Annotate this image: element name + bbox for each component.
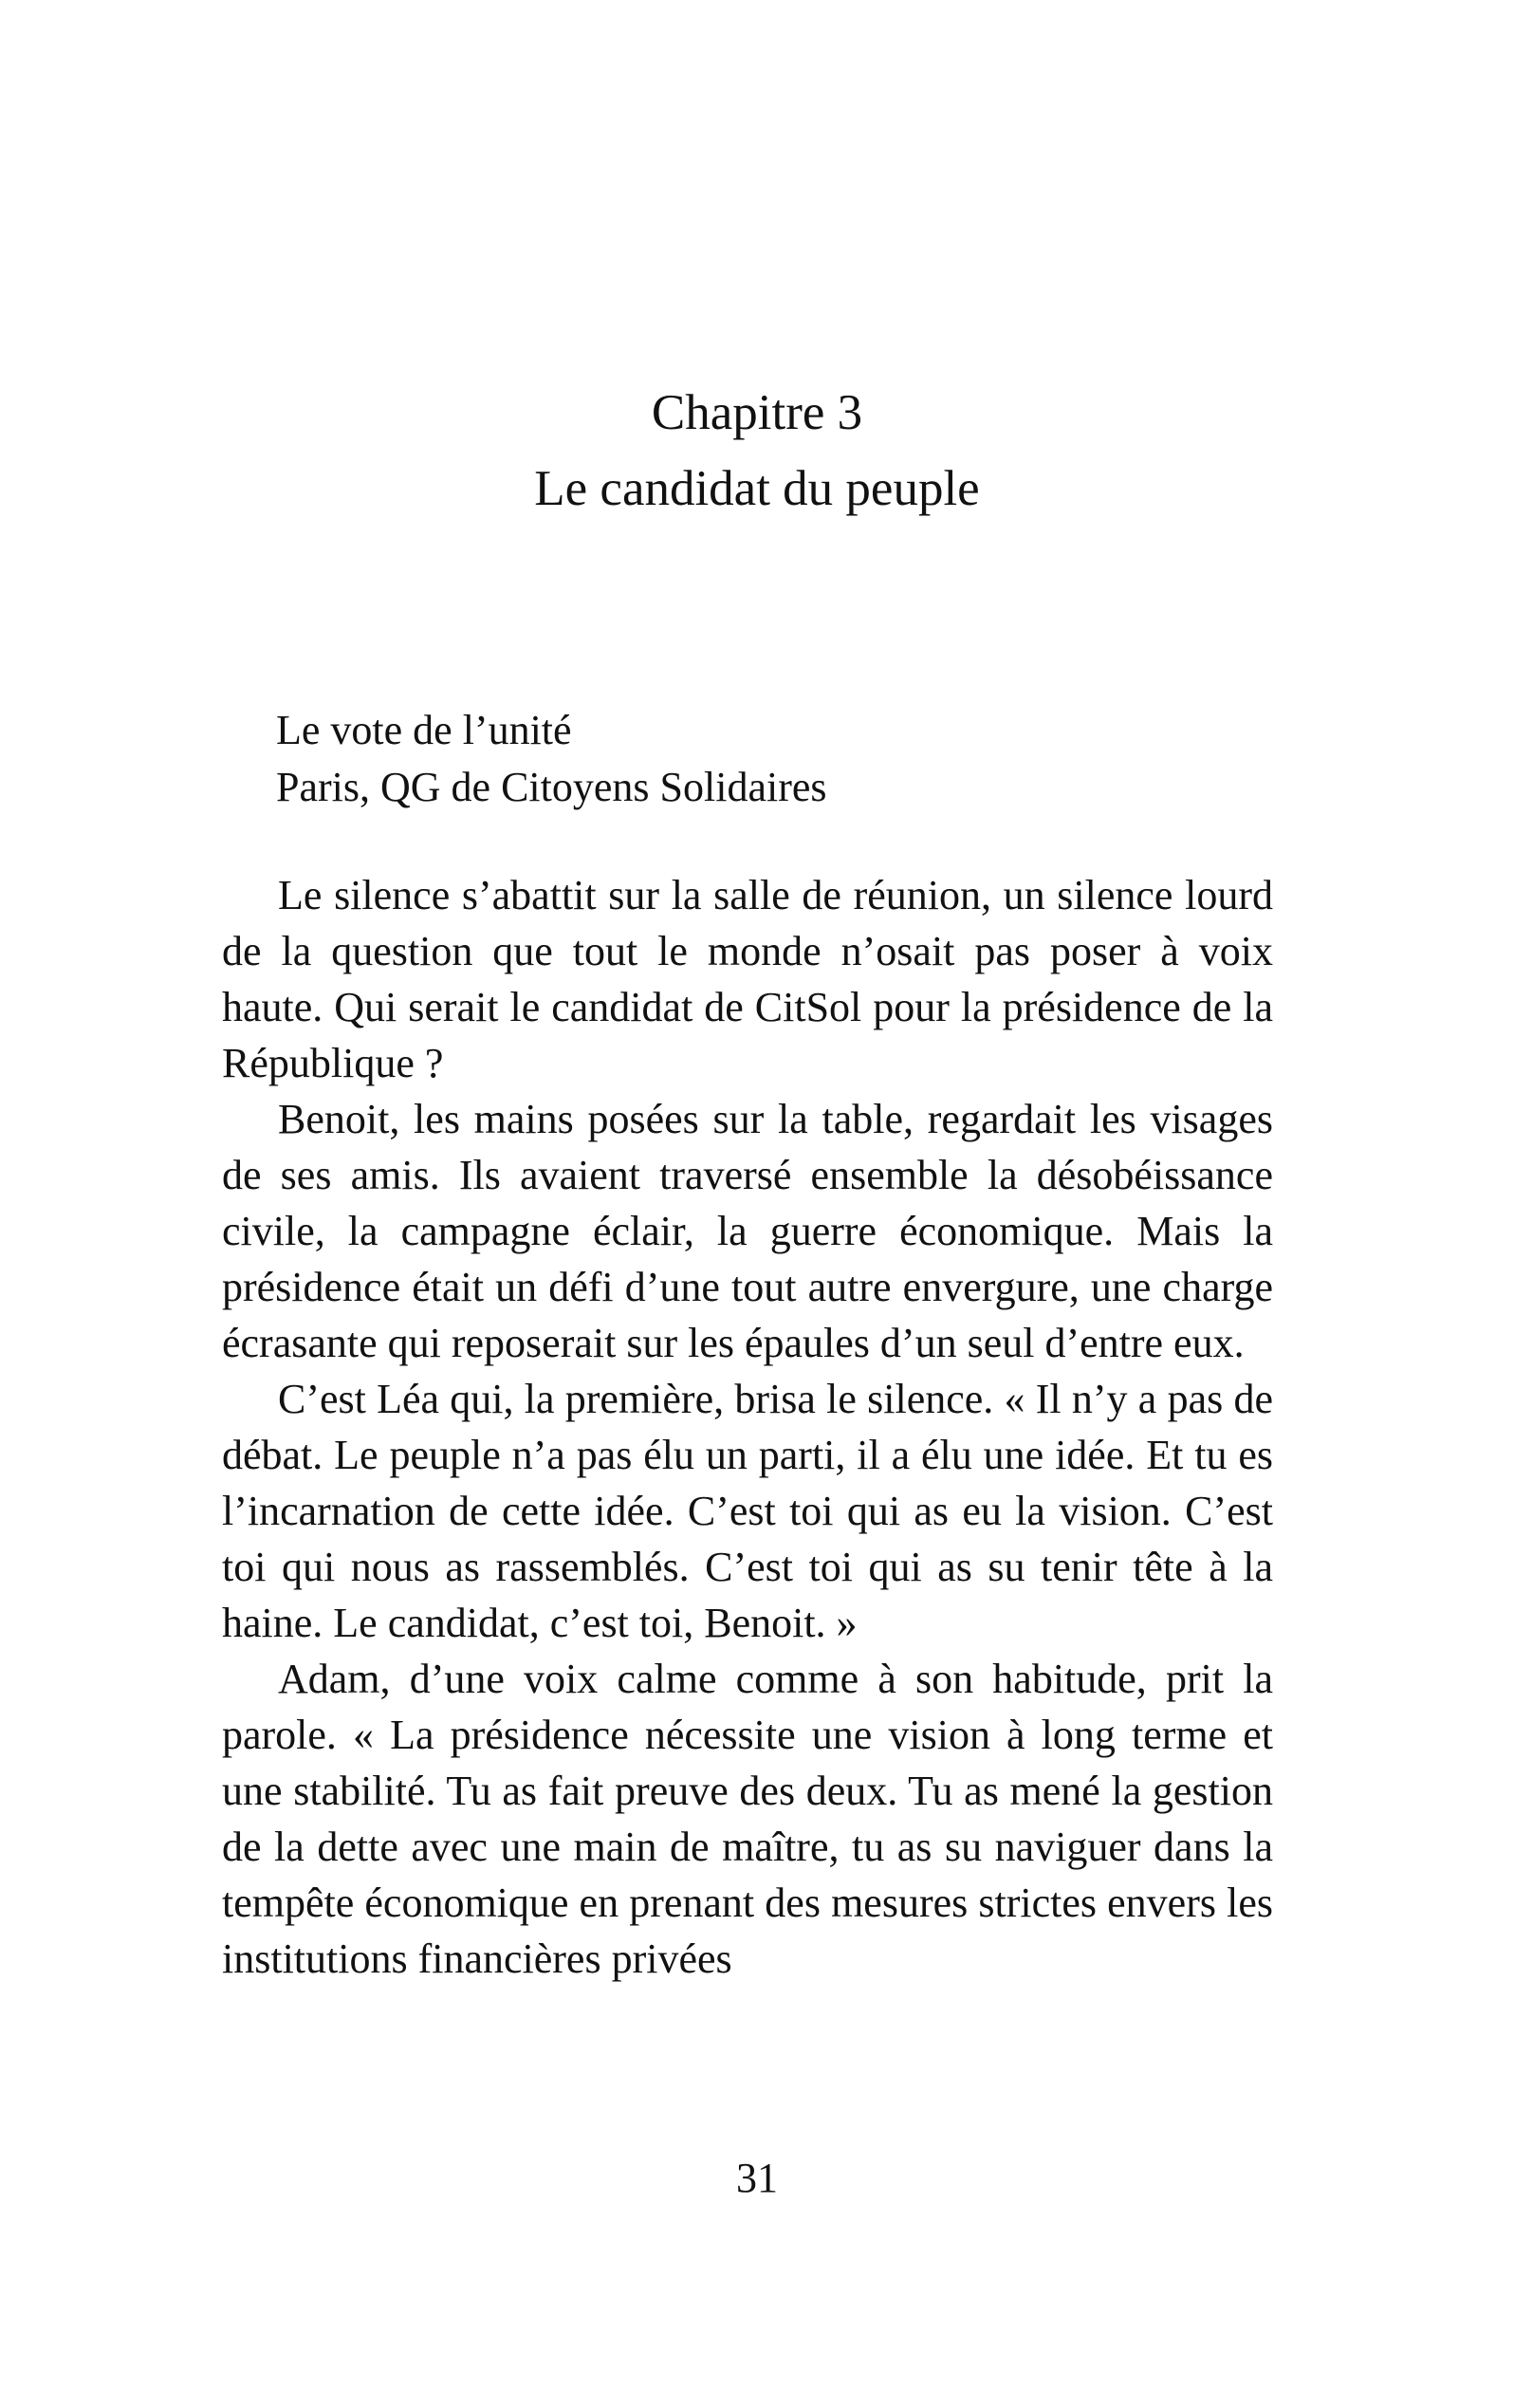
chapter-number: Chapitre 3 — [651, 385, 863, 440]
paragraph: C’est Léa qui, la première, brisa le silence. « Il n’y a pas de débat. Le peuple n’a pas élu un parti, il a élu une idée. Et tu es l’incarnation de cette idée. C’est toi qui as eu la vision. C’est toi qui nous as rassemblés. C’est toi qui as su tenir tête à la haine. Le candidat, c’est toi, Benoit. » — [222, 1376, 1273, 1646]
paragraph: Adam, d’une voix calme comme à son habitude, prit la parole. « La présidence nécessite une vision à long terme et une stabilité. Tu as fait preuve des deux. Tu as mené la gestion de la dette avec une main de maître, tu as su naviguer dans la tempête économique en prenant des mesures strictes envers les institutions financières privées — [222, 1656, 1273, 1982]
page-number: 31 — [736, 2155, 778, 2201]
section-heading — [276, 702, 827, 816]
paragraph: Le silence s’abattit sur la salle de réunion, un silence lourd de la question que tout le monde n’osait pas poser à voix haute. Qui serait le candidat de CitSol pour la présidence de la République ? — [222, 872, 1273, 1086]
chapter-title: Le candidat du peuple — [534, 461, 980, 516]
paragraph: Benoit, les mains posées sur la table, regardait les visages de ses amis. Ils avaient traversé ensemble la désobéissance civile, la campagne éclair, la guerre économique. Mais la présidence était un défi d’une tout autre envergure, une charge écrasante qui reposerait sur les épaules d’un seul d’entre eux. — [222, 1096, 1273, 1366]
body-text — [222, 867, 1273, 1987]
section-title: Le vote de l’unité — [276, 707, 572, 753]
section-location: Paris, QG de Citoyens Solidaires — [276, 764, 827, 810]
chapter-heading — [0, 375, 1514, 527]
